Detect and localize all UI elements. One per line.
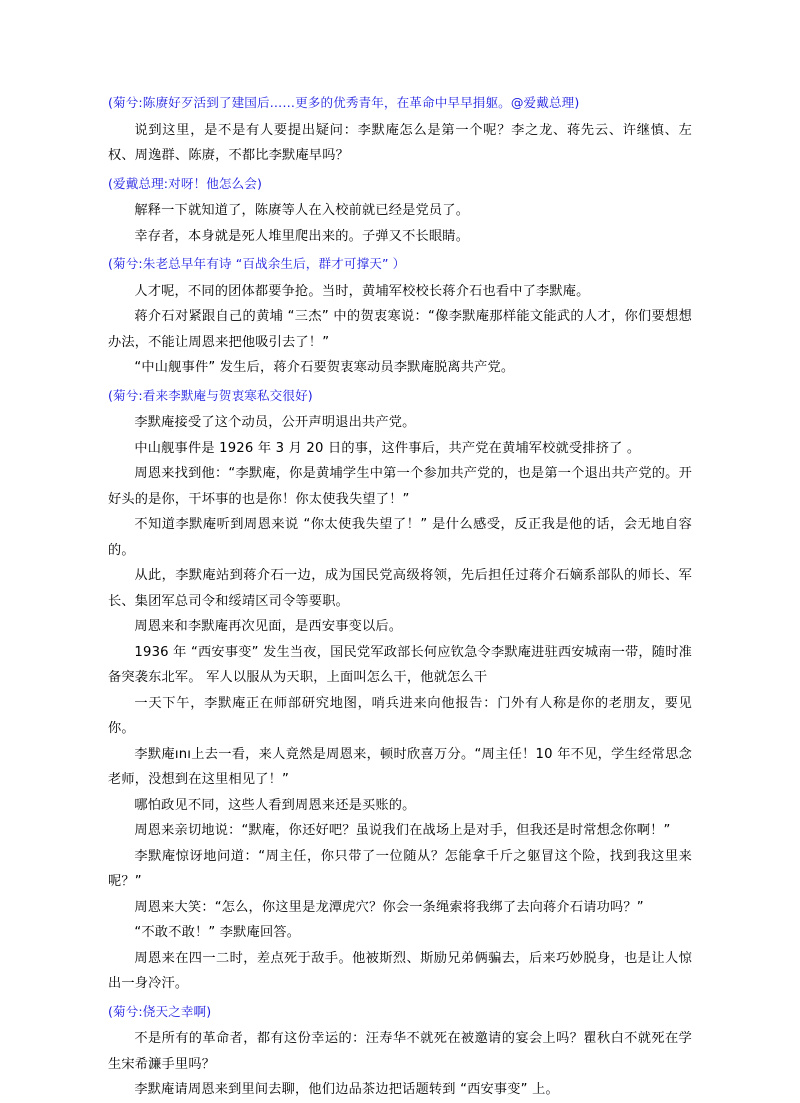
paragraph: 不是所有的革命者，都有这份幸运的：汪寿华不就死在被邀请的宴会上吗？瞿秋白不就死在学生宋希濂手里吗？ <box>108 1031 692 1072</box>
comment-line: (菊兮:陈赓好歹活到了建国后……更多的优秀青年，在革命中早早捐躯。@爱戴总理) <box>108 95 580 110</box>
paragraph: 幸存者，本身就是死人堆里爬出来的。子弹又不长眼睛。 <box>134 228 470 244</box>
comment-line: (菊兮:朱老总早年有诗 “百战余生后，群才可撑天” ） <box>108 256 406 271</box>
paragraph: 说到这里，是不是有人要提出疑问：李默庵怎么是第一个呢？李之龙、蒋先云、许继慎、左权、周逸群、陈赓，不都比李默庵早吗？ <box>108 122 692 163</box>
paragraph: “中山舰事件” 发生后，蒋介石要贺衷寒动员李默庵脱离共产党。 <box>134 360 515 375</box>
paragraph: 周恩来亲切地说：“默庵，你还好吧？虽说我们在战场上是对手，但我还是时常想念你啊！” <box>134 823 671 838</box>
paragraph: “不敢不敢！” 李默庵回答。 <box>134 925 301 940</box>
comment-line: (菊兮:看来李默庵与贺衷寒私交很好) <box>108 387 313 403</box>
paragraph: 李默庵接受了这个动员，公开声明退出共产党。 <box>134 415 416 430</box>
paragraph: 周恩来在四一二时，差点死于敌手。他被斯烈、斯励兄弟俩骗去，后来巧妙脱身，也是让人惊出一身冷汗。 <box>108 950 692 991</box>
paragraph: 周恩来和李默庵再次见面，是西安事变以后。 <box>134 619 403 634</box>
paragraph: 不知道李默庵听到周恩来说 “你太使我失望了！” 是什么感受，反正我是他的话，会无地自容的。 <box>108 517 692 558</box>
document-body <box>108 90 692 1103</box>
paragraph: 1936 年 “西安事变” 发生当夜，国民党军政部长何应钦急令李默庵进驻西安城南一带，随时准备突袭东北军。 军人以服从为天职，上面叫怎么干，他就怎么干 <box>108 644 692 685</box>
paragraph: 中山舰事件是 1926 年 3 月 20 日的事，这件事后，共产党在黄埔军校就受排挤了 。 <box>134 440 641 456</box>
comment-line: (菊兮:侥天之幸啊) <box>108 1003 212 1019</box>
paragraph: 李默庵惊讶地问道：“周主任，你只带了一位随从？怎能拿千斤之躯冒这个险，找到我这里来呢？” <box>108 848 692 889</box>
paragraph: 从此，李默庵站到蒋介石一边，成为国民党高级将领，先后担任过蒋介石嫡系部队的师长、军长、集团军总司令和绥靖区司令等要职。 <box>108 568 692 609</box>
paragraph: 蒋介石对紧跟自己的黄埔 “三杰” 中的贺衷寒说：“像李默庵那样能文能武的人才，你们要想想办法，不能让周恩来把他吸引去了！” <box>108 309 692 350</box>
paragraph: 一天下午，李默庵正在师部研究地图，哨兵进来向他报告：门外有人称是你的老朋友，要见你。 <box>108 695 692 736</box>
paragraph: 人才呢，不同的团体都要争抢。当时，黄埔军校校长蒋介石也看中了李默庵。 <box>134 283 590 299</box>
paragraph: 李默庵请周恩来到里间去聊，他们边品茶边把话题转到 “西安事变” 上。 <box>134 1082 559 1097</box>
comment-line: (爱戴总理:对呀！他怎么会) <box>108 175 263 191</box>
paragraph: 哪怕政见不同，这些人看到周恩来还是买账的。 <box>134 797 416 813</box>
paragraph: 解释一下就知道了，陈赓等人在入校前就已经是党员了。 <box>134 203 470 218</box>
paragraph: 李默庵ını上去一看，来人竟然是周恩来，顿时欣喜万分。“周主任！10 年不见，学生经常思念老师，没想到在这里相见了！” <box>108 746 692 787</box>
paragraph: 周恩来找到他：“李默庵，你是黄埔学生中第一个参加共产党的，也是第一个退出共产党的。开好头的是你，干坏事的也是你！你太使我失望了！” <box>108 466 692 507</box>
paragraph: 周恩来大笑：“怎么，你这里是龙潭虎穴？你会一条绳索将我绑了去向蒋介石请功吗？” <box>134 899 644 915</box>
